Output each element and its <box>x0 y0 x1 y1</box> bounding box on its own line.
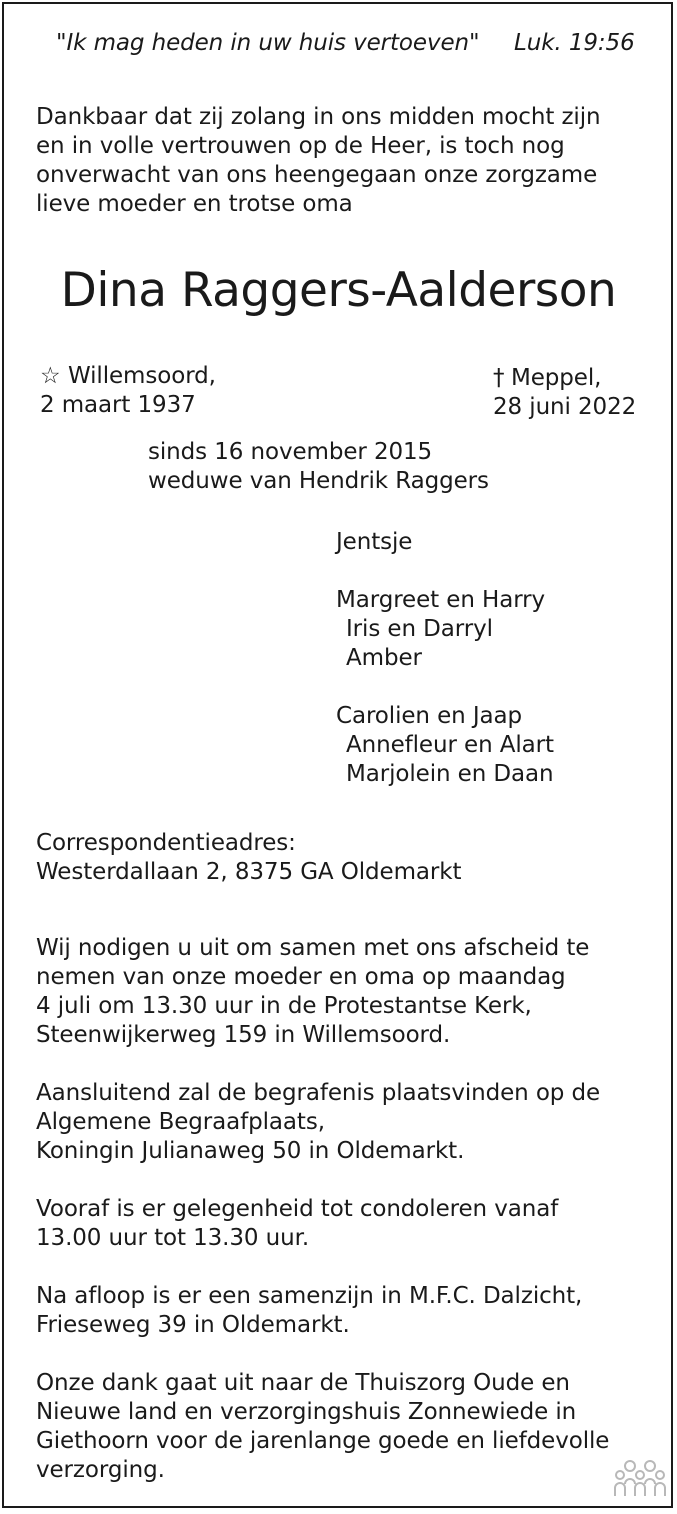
family-member: Annefleur en Alart <box>346 732 554 758</box>
widow-text <box>148 438 489 496</box>
detail-paragraph <box>36 934 609 1050</box>
intro-line: onverwacht van ons heengegaan onze zorgzame <box>36 162 598 188</box>
family-member: Marjolein en Daan <box>346 761 554 787</box>
people-group-icon <box>614 1458 666 1498</box>
paragraph-line: 4 juli om 13.30 uur in de Protestantse Kerk, <box>36 993 532 1019</box>
family-member: Margreet en Harry <box>336 587 546 613</box>
deceased-name: Dina Raggers-Aalderson <box>60 263 617 318</box>
paragraph-line: Steenwijkerweg 159 in Willemsoord. <box>36 1022 451 1048</box>
intro-line: Dankbaar dat zij zolang in ons midden mocht zijn <box>36 104 601 130</box>
paragraph-line: Aansluitend zal de begrafenis plaatsvinden op de <box>36 1080 601 1106</box>
paragraph-line: Koningin Julianaweg 50 in Oldemarkt. <box>36 1138 465 1164</box>
widow-line: sinds 16 november 2015 <box>148 439 433 465</box>
cross-icon: † <box>493 365 505 391</box>
family-member: Iris en Darryl <box>346 616 493 642</box>
paragraph-line: Algemene Begraafplaats, <box>36 1109 325 1135</box>
widow-line: weduwe van Hendrik Raggers <box>148 468 489 494</box>
family-member: Jentsje <box>336 529 413 555</box>
detail-paragraph <box>36 1195 609 1253</box>
family-group <box>336 702 554 789</box>
paragraph-line: Onze dank gaat uit naar de Thuiszorg Oude en <box>36 1370 570 1396</box>
family-member: Carolien en Jaap <box>336 703 523 729</box>
ceremony-details <box>36 934 609 1514</box>
paragraph-line: Na afloop is er een samenzijn in M.F.C. Dalzicht, <box>36 1283 583 1309</box>
correspondence-street: Westerdallaan 2, 8375 GA Oldemarkt <box>36 859 462 885</box>
paragraph-line: verzorging. <box>36 1457 165 1483</box>
detail-paragraph <box>36 1079 609 1166</box>
detail-paragraph <box>36 1282 609 1340</box>
intro-line: lieve moeder en trotse oma <box>36 191 353 217</box>
death-info <box>493 364 636 422</box>
correspondence-address <box>36 829 461 887</box>
paragraph-line: Frieseweg 39 in Oldemarkt. <box>36 1312 350 1338</box>
paragraph-line: 13.00 uur tot 13.30 uur. <box>36 1225 310 1251</box>
death-place: Meppel, <box>511 365 602 391</box>
paragraph-line: Giethoorn voor de jarenlange goede en liefdevolle <box>36 1428 610 1454</box>
death-date: 28 juni 2022 <box>493 394 637 420</box>
birth-info <box>40 362 216 420</box>
detail-paragraph <box>36 1369 609 1485</box>
paragraph-line: Wij nodigen u uit om samen met ons afscheid te <box>36 935 590 961</box>
birth-date: 2 maart 1937 <box>40 392 196 418</box>
family-group <box>336 528 554 557</box>
family-group <box>336 586 554 673</box>
paragraph-line: Nieuwe land en verzorgingshuis Zonnewiede in <box>36 1399 577 1425</box>
family-list <box>336 528 554 818</box>
birth-place: Willemsoord, <box>68 363 216 389</box>
intro-line: en in volle vertrouwen op de Heer, is toch nog <box>36 133 565 159</box>
star-icon: ☆ <box>40 363 61 389</box>
paragraph-line: nemen van onze moeder en oma op maandag <box>36 964 566 990</box>
bible-quote: "Ik mag heden in uw huis vertoeven" <box>56 30 480 56</box>
intro-text <box>36 103 600 219</box>
bible-reference: Luk. 19:56 <box>514 30 635 56</box>
correspondence-label: Correspondentieadres: <box>36 830 296 856</box>
paragraph-line: Vooraf is er gelegenheid tot condoleren vanaf <box>36 1196 559 1222</box>
family-member: Amber <box>346 645 422 671</box>
